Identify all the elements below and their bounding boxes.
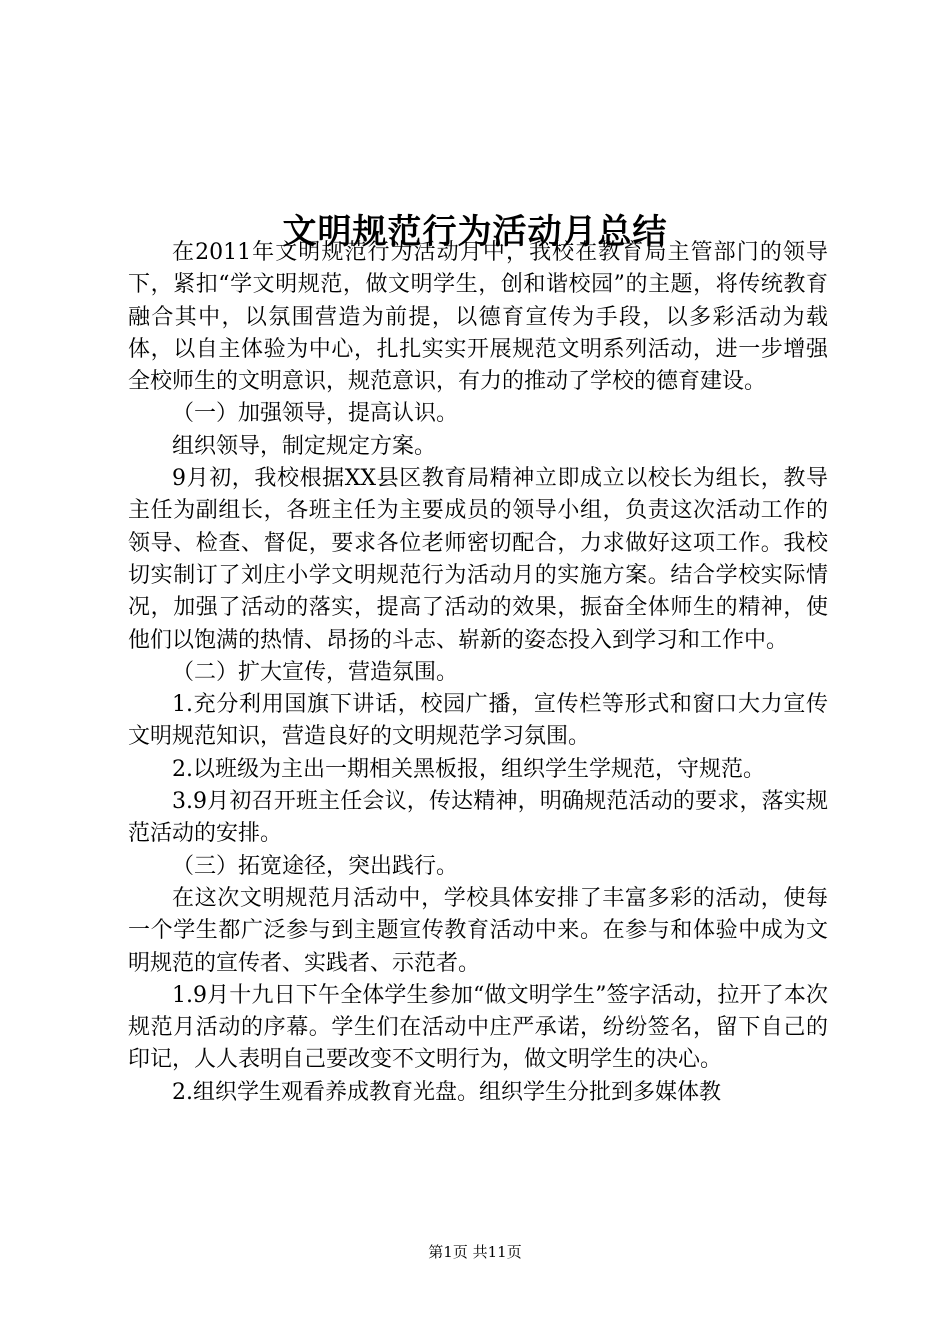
document-title: 文明规范行为活动月总结 [282, 211, 668, 252]
document-body [128, 237, 828, 1109]
paragraph: 在2011年文明规范行为活动月中，我校在教育局主管部门的领导下，紧扣“学文明规范，做文明学生，创和谐校园”的主题，将传统教育融合其中，以氛围营造为前提，以德育宣传为手段，以多彩活动为载体，以自主体验为中心，扎扎实实开展规范文明系列活动，进一步增强全校师生的文明意识，规范意识，有力的推动了学校的德育建设。 [128, 240, 828, 395]
list-item: 2.以班级为主出一期相关黑板报，组织学生学规范，守规范。 [172, 756, 765, 782]
paragraph: 在这次文明规范月活动中，学校具体安排了丰富多彩的活动，使每一个学生都广泛参与到主题宣传教育活动中来。在参与和体验中成为文明规范的宣传者、实践者、示范者。 [128, 885, 828, 976]
list-item: 1.9月十九日下午全体学生参加“做文明学生”签字活动，拉开了本次规范月活动的序幕。学生们在活动中庄严承诺，纷纷签名，留下自己的印记，人人表明自己要改变不文明行为，做文明学生的决心。 [128, 982, 828, 1073]
paragraph: 组织领导，制定规定方案。 [172, 433, 437, 459]
section-heading: （二）扩大宣传，营造氛围。 [172, 659, 459, 685]
paragraph: 9月初，我校根据XX县区教育局精神立即成立以校长为组长，教导主任为副组长，各班主任为主要成员的领导小组，负责这次活动工作的领导、检查、督促，要求各位老师密切配合，力求做好这项工作。我校切实制订了刘庄小学文明规范行为活动月的实施方案。结合学校实际情况，加强了活动的落实，提高了活动的效果，振奋全体师生的精神，使他们以饱满的热情、昂扬的斗志、崭新的姿态投入到学习和工作中。 [128, 466, 828, 653]
page-number: 第1页 共11页 [428, 1243, 522, 1261]
list-item: 2.组织学生观看养成教育光盘。组织学生分批到多媒体教 [172, 1079, 721, 1105]
section-heading: （一）加强领导，提高认识。 [172, 401, 459, 427]
section-heading: （三）拓宽途径，突出践行。 [172, 853, 459, 879]
list-item: 3.9月初召开班主任会议，传达精神，明确规范活动的要求，落实规范活动的安排。 [128, 789, 828, 847]
list-item: 1.充分利用国旗下讲话，校园广播，宣传栏等形式和窗口大力宣传文明规范知识，营造良好的文明规范学习氛围。 [128, 692, 828, 750]
